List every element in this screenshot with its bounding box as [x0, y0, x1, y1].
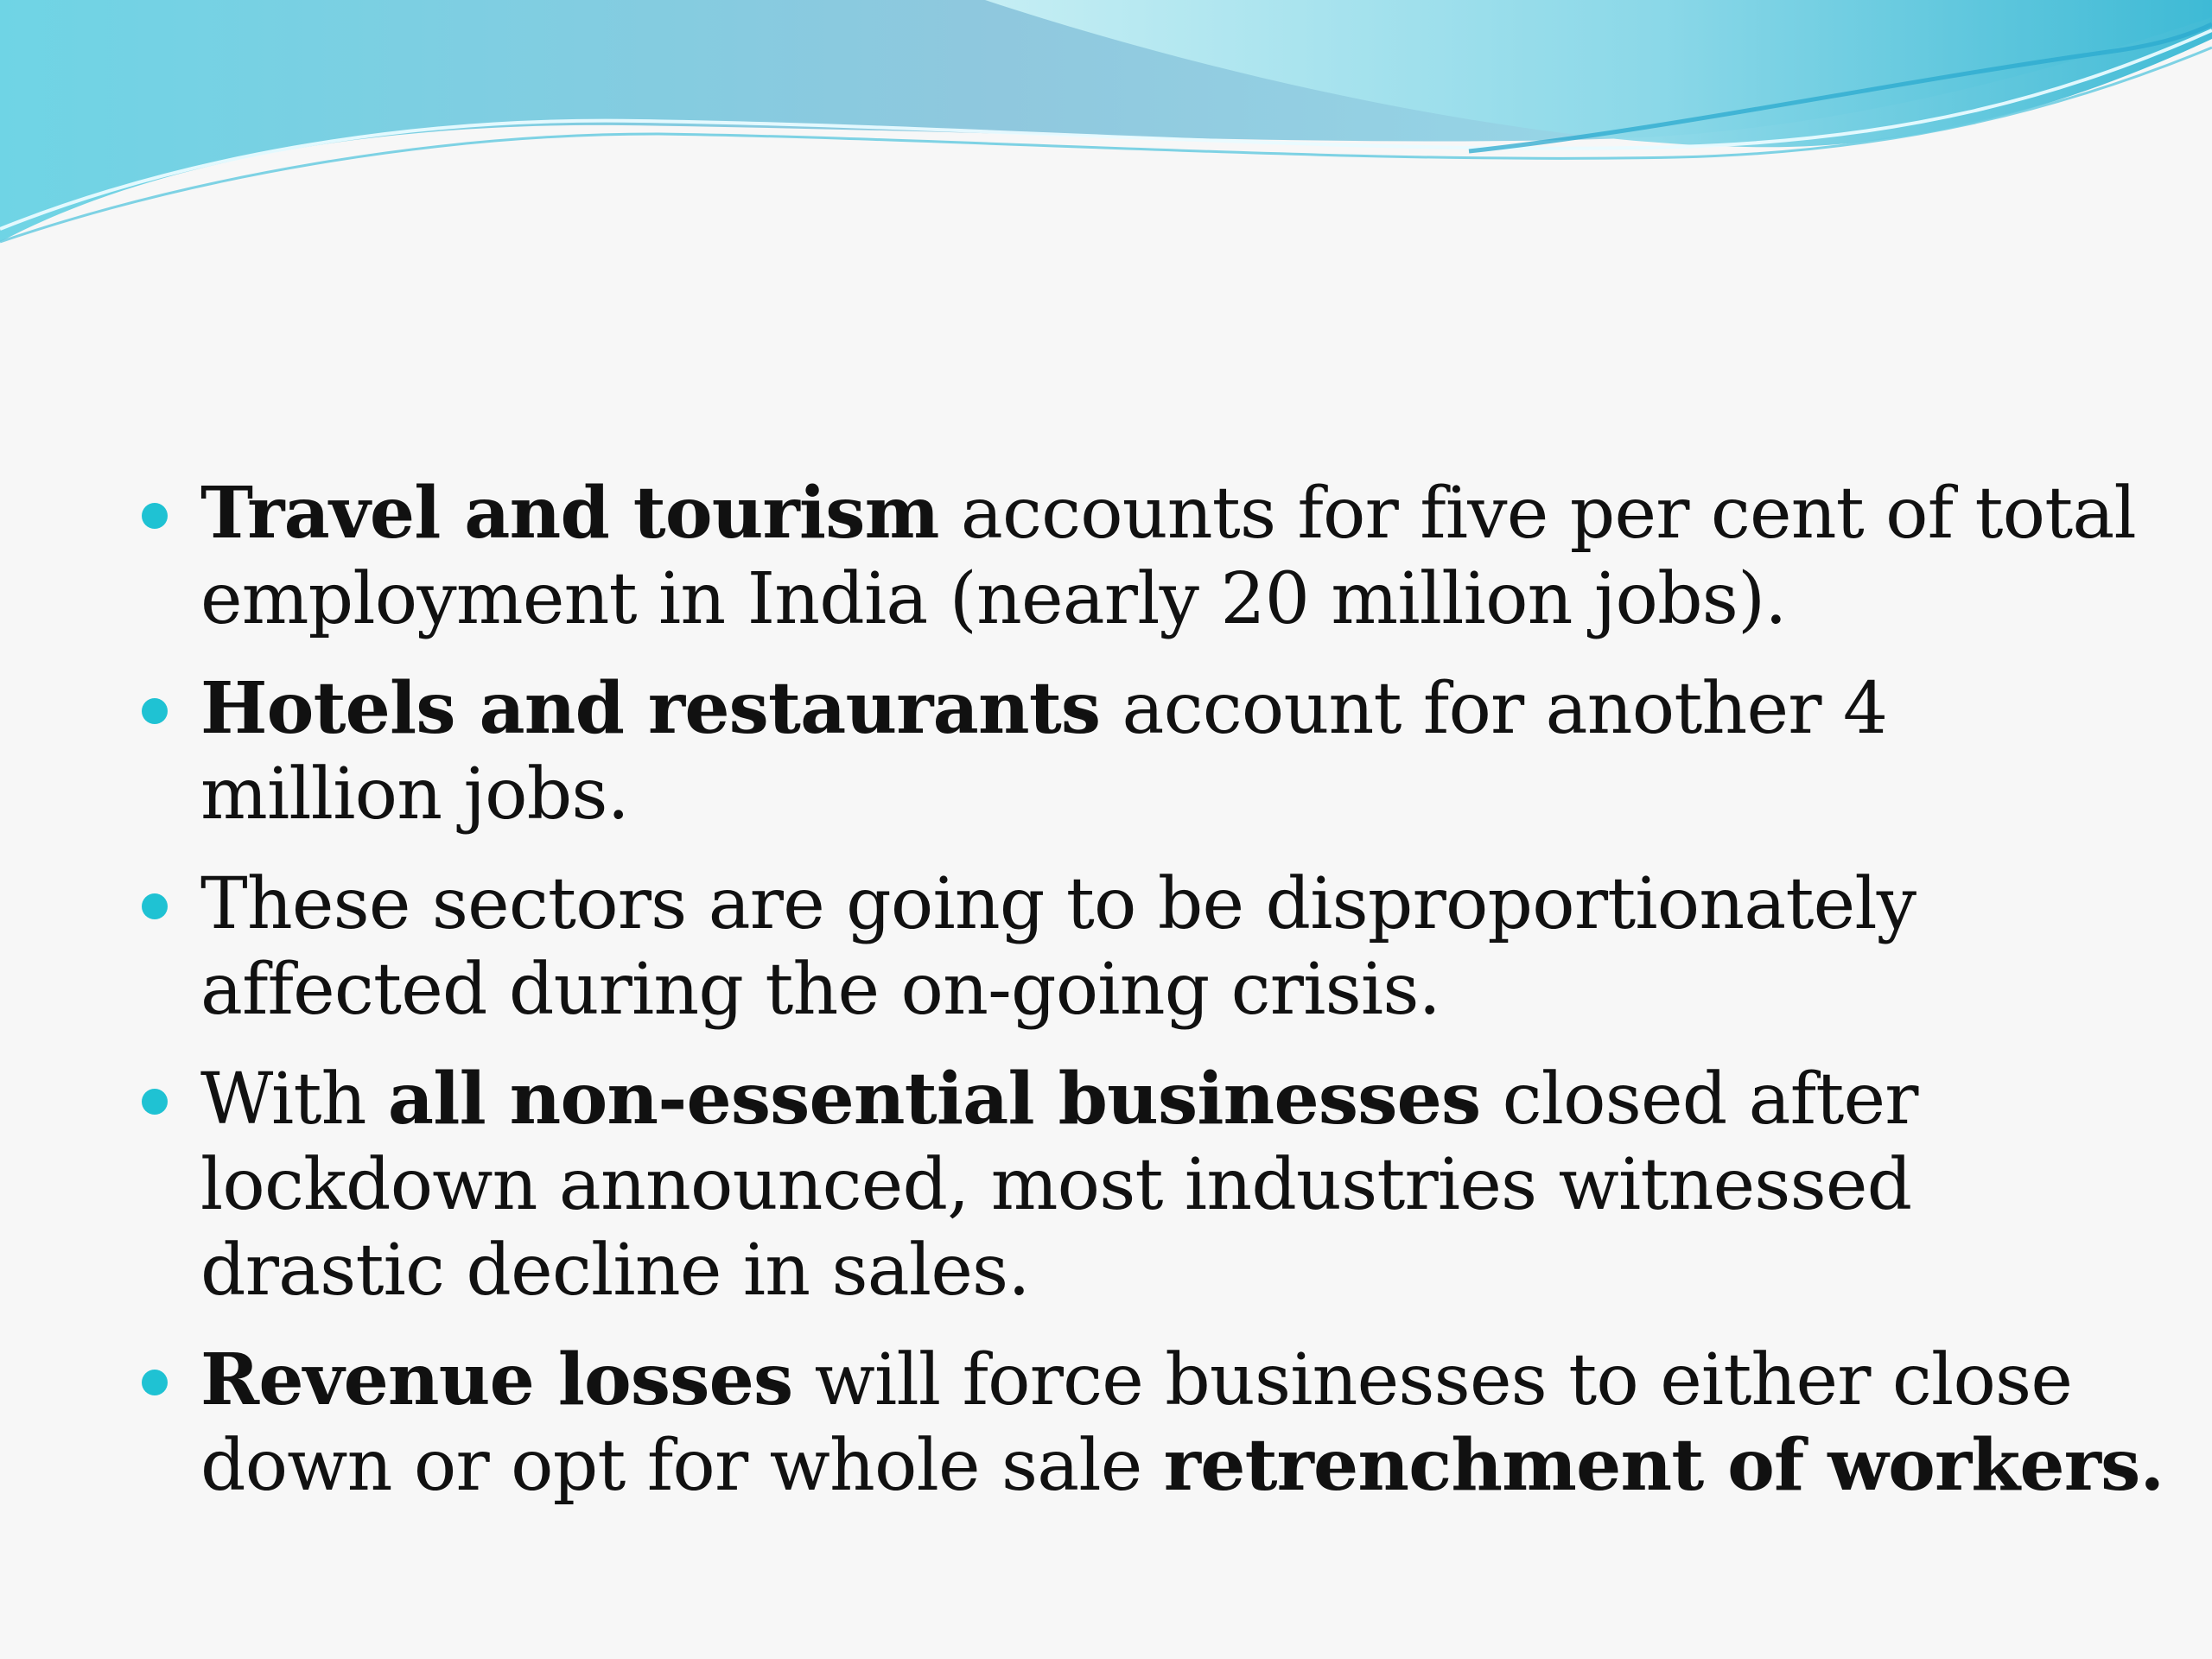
- bold-text: Hotels and restaurants: [200, 667, 1101, 750]
- body-text: accounts for five per cent of total: [938, 473, 2136, 555]
- content-area: [130, 471, 2164, 1533]
- bullet-line: [200, 666, 2117, 752]
- bullet-line: [200, 556, 2117, 642]
- bullet-dot-icon: [142, 698, 168, 724]
- bullet-dot-icon: [142, 1370, 168, 1395]
- bullet-line: [200, 1142, 2117, 1228]
- bullet-line: [200, 1338, 2117, 1423]
- bullet-line: [200, 861, 2117, 947]
- bullet-line: [200, 947, 2117, 1033]
- body-text: account for another 4: [1100, 668, 1888, 750]
- body-text: closed after: [1480, 1058, 1918, 1141]
- bullet-line: [200, 1057, 2117, 1142]
- bold-text: retrenchment of workers.: [1163, 1424, 2164, 1507]
- body-text: million jobs.: [200, 753, 629, 836]
- bullet-dot-icon: [142, 1089, 168, 1115]
- body-text: With: [200, 1058, 388, 1141]
- bullet-line: [200, 752, 2117, 837]
- bullet-item: [130, 1338, 2164, 1509]
- body-text: These sectors are going to be disproportionately: [200, 863, 1916, 945]
- bullet-item: [130, 1057, 2117, 1313]
- bullet-item: [130, 861, 2117, 1033]
- body-text: drastic decline in sales.: [200, 1230, 1030, 1312]
- body-text: will force businesses to either close: [792, 1339, 2073, 1421]
- body-text: affected during the on-going crisis.: [200, 949, 1440, 1031]
- bold-text: Revenue losses: [200, 1338, 793, 1421]
- bullet-item: [130, 666, 2117, 837]
- bold-text: Travel and tourism: [200, 472, 939, 555]
- bullet-line: [200, 471, 2136, 556]
- bold-text: all non-essential businesses: [387, 1058, 1481, 1141]
- bullet-dot-icon: [142, 503, 168, 529]
- bullet-list: [130, 471, 2164, 1509]
- bullet-item: [130, 471, 2136, 642]
- bullet-line: [200, 1423, 2164, 1509]
- header-wave: [0, 0, 2212, 259]
- body-text: employment in India (nearly 20 million jobs).: [200, 558, 1787, 640]
- bullet-line: [200, 1228, 2117, 1313]
- body-text: lockdown announced, most industries witnessed: [200, 1144, 1912, 1226]
- bullet-dot-icon: [142, 893, 168, 919]
- body-text: down or opt for whole sale: [200, 1425, 1164, 1507]
